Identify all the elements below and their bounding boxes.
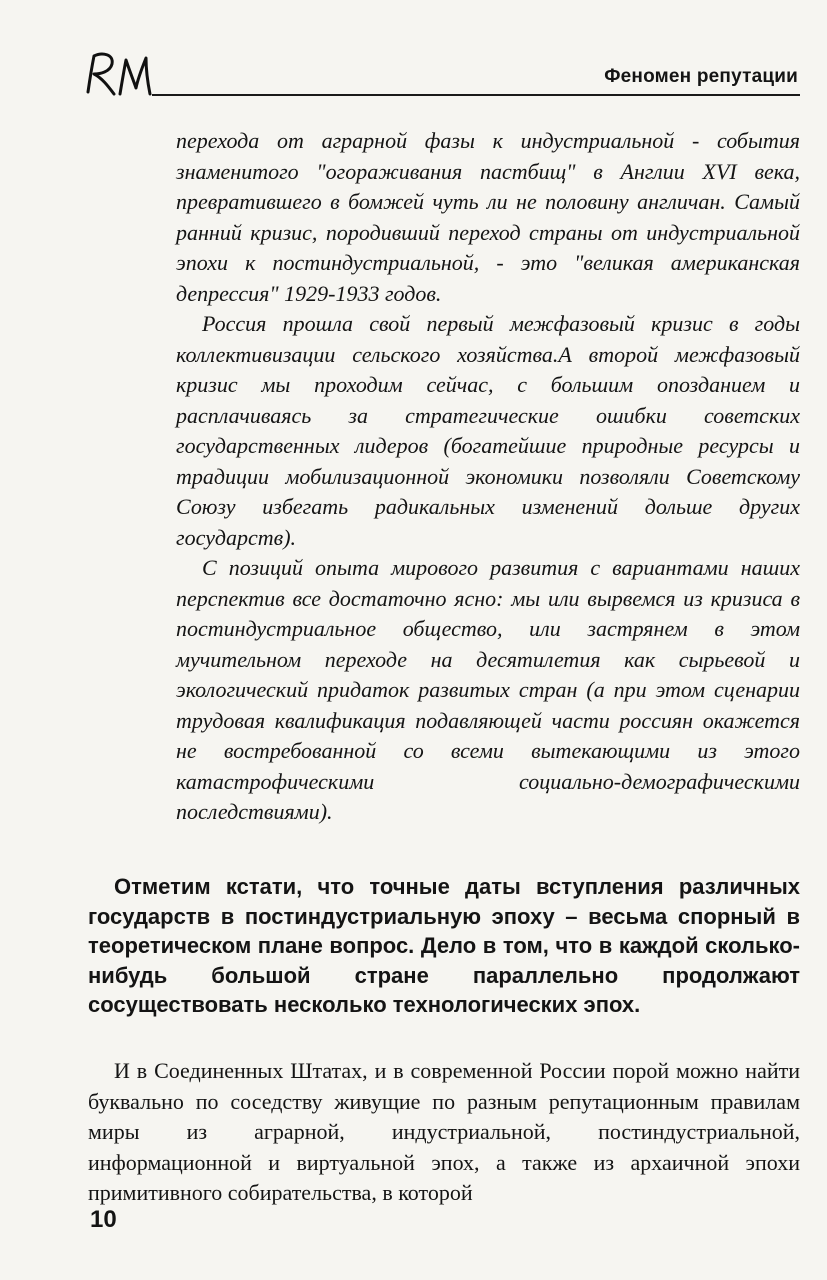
running-title: Феномен репутации [604,66,798,87]
italic-paragraph: С позиций опыта мирового развития с вариантами наших перспектив все достаточно ясно: мы или вырвемся из кризиса в постиндустриальное общество, или застрянем в этом мучительном переходе на десятилетия как сырьевой и экологический придаток развитых стран (а при этом сценарии трудовая квалификация подавляющей части россиян окажется не востребованной со всеми вытекающими из этого катастрофическими социально-демографическими последствиями). [176,555,800,824]
italic-quote-block [176,126,800,828]
page-header [80,48,800,100]
header-rule [152,94,800,96]
body-paragraph: И в Соединенных Штатах, и в современной России порой можно найти буквально по соседству живущие по разным репутационным правилам миры из аграрной, индустриальной, постиндустриальной, информационной и виртуальной эпох, а также из архаичной эпохи примитивного собирательства, в которой [88,1058,800,1205]
page-number: 10 [90,1206,117,1233]
bold-paragraph: Отметим кстати, что точные даты вступления различных государств в постиндустриальную эпоху – весьма спорный в теоретическом плане вопрос. Дело в том, что в каждой сколько-нибудь большой стране параллельно продолжают сосуществовать несколько технологических эпох. [88,874,800,1017]
italic-paragraph: перехода от аграрной фазы к индустриальной - события знаменитого "огораживания пастбищ" в Англии XVI века, превратившего в бомжей чуть ли не половину англичан. Самый ранний кризис, породивший переход страны от индустриальной эпохи к постиндустриальной, - это "великая американская депрессия" 1929-1933 годов. [176,128,800,306]
italic-paragraph: Россия прошла свой первый межфазовый кризис в годы коллективизации сельского хозяйства.А второй межфазовый кризис мы проходим сейчас, с большим опозданием и расплачиваясь за стратегические ошибки советских государственных лидеров (богатейшие природные ресурсы и традиции мобилизационной экономики позволяли Советскому Союзу избегать радикальных изменений дольше других государств). [176,311,800,550]
rm-logo [80,48,170,100]
